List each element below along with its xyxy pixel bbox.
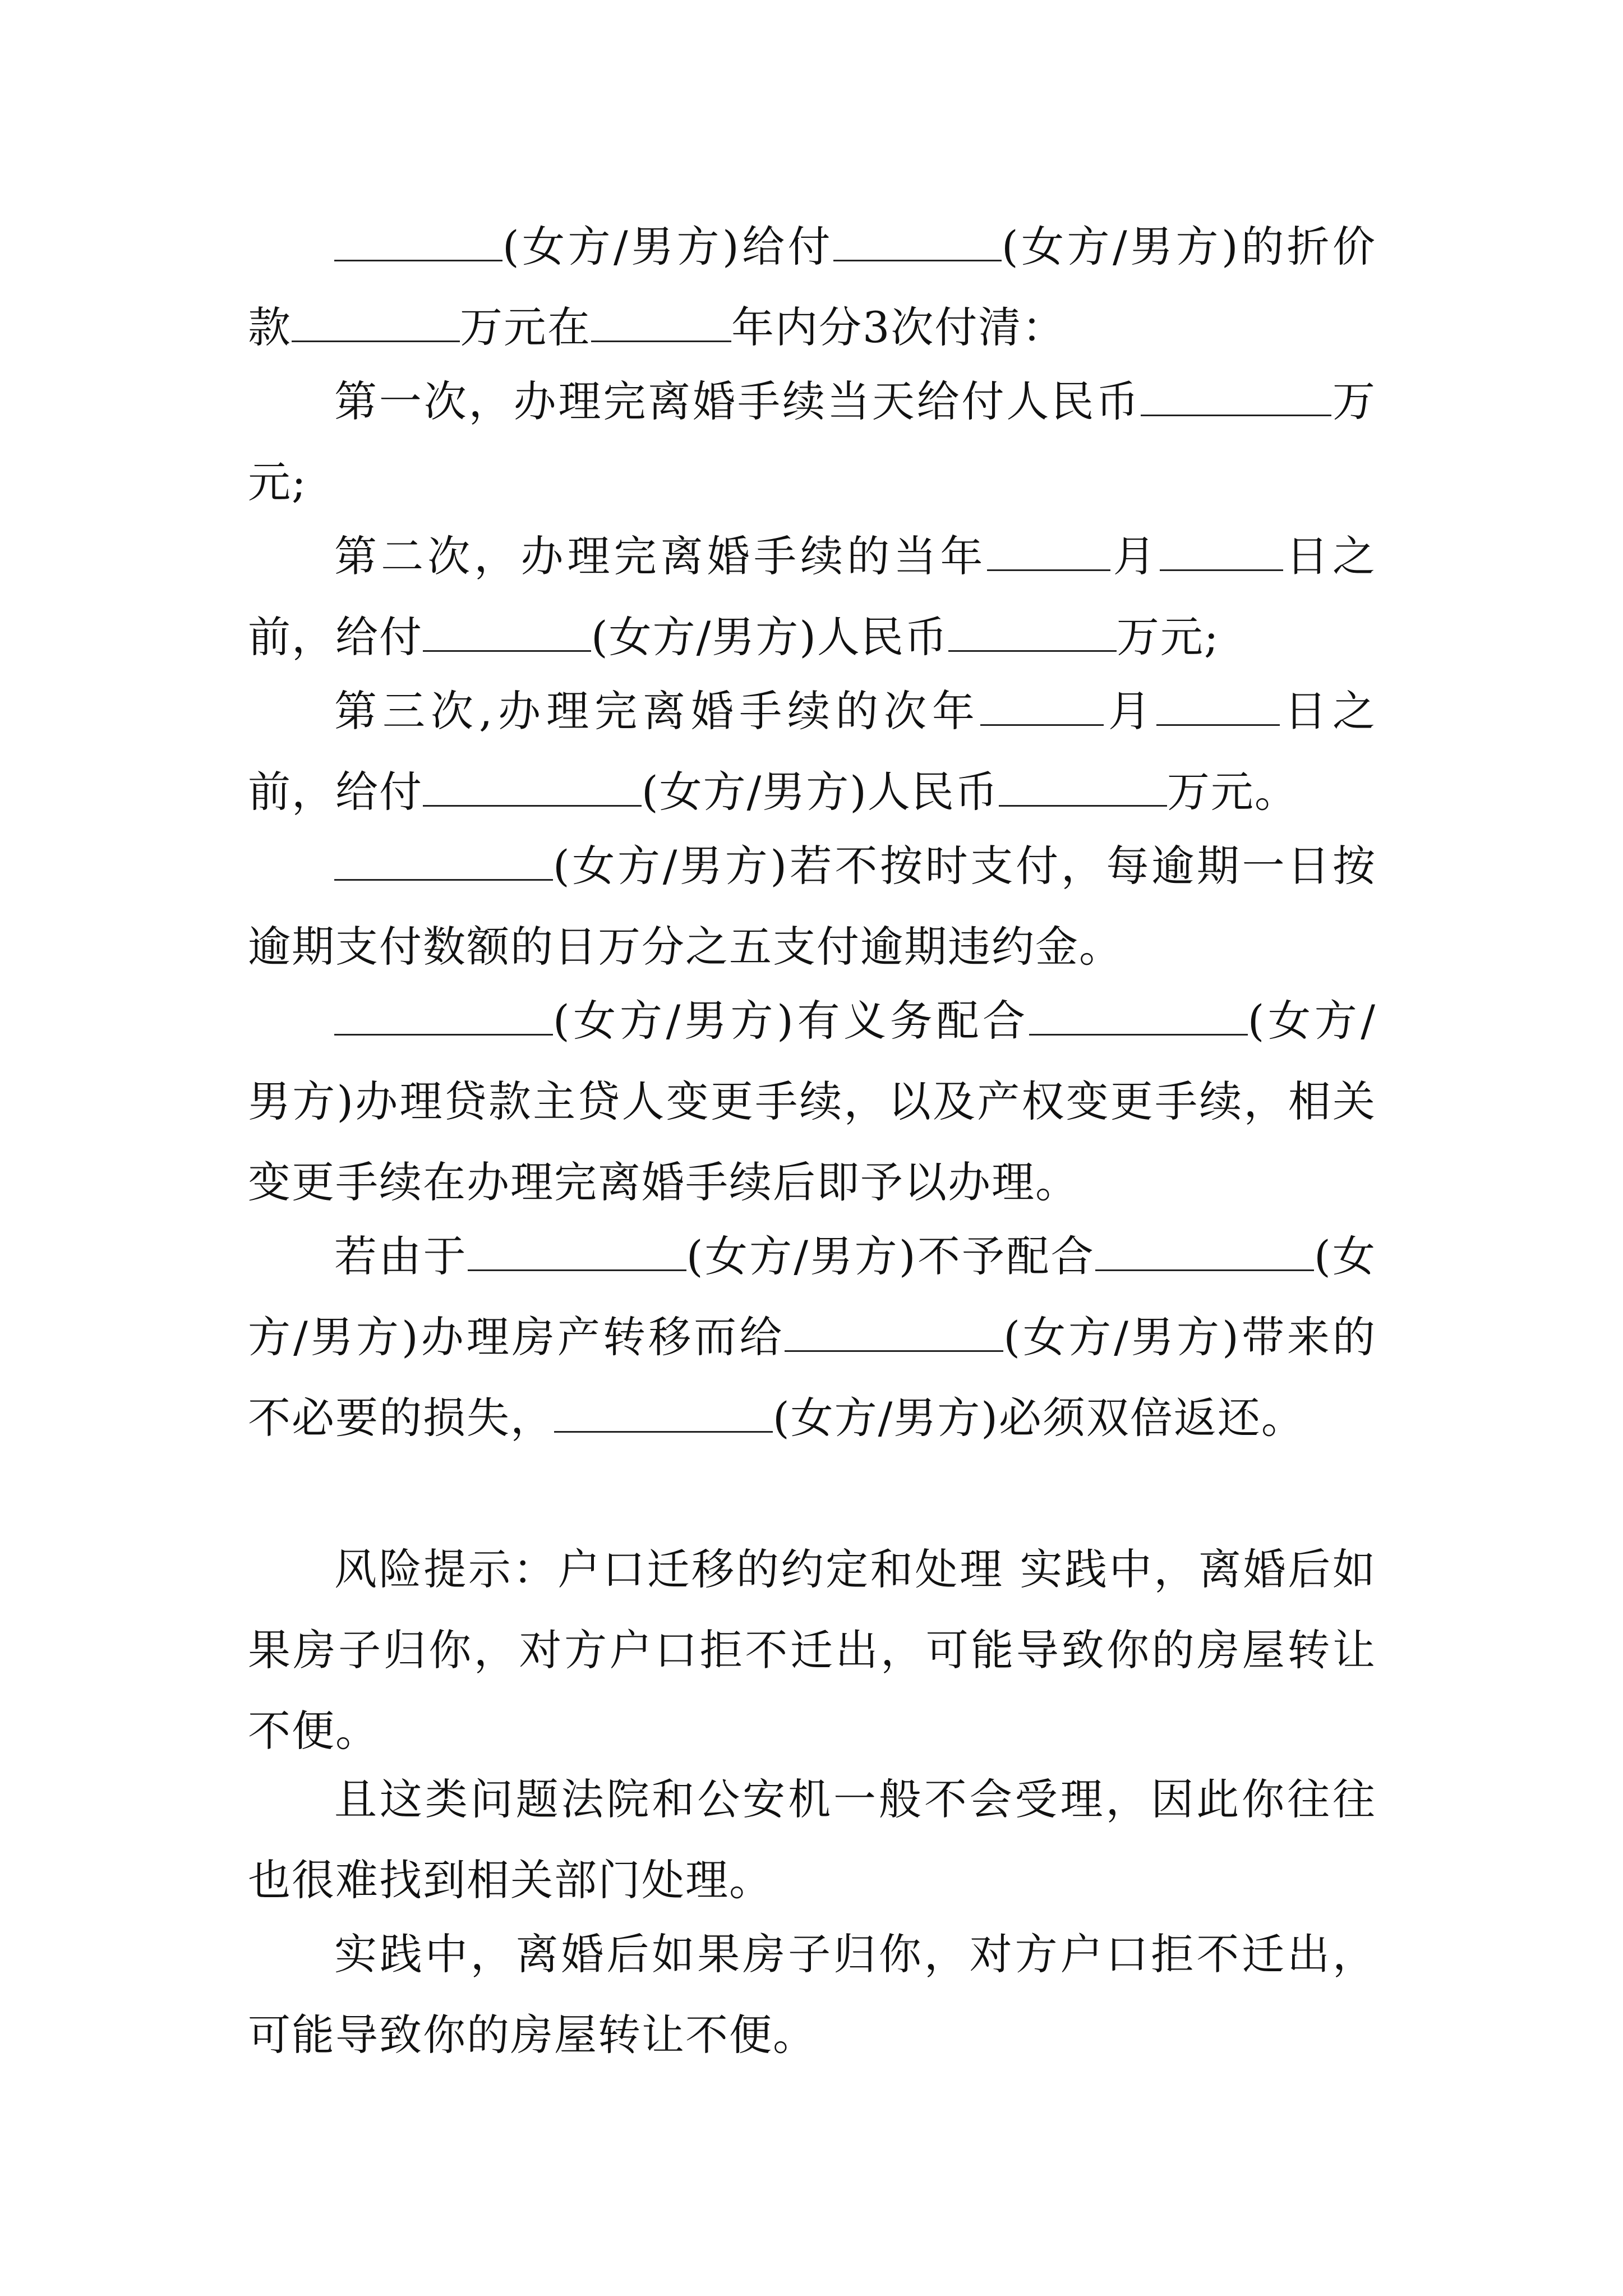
text-segment: 日之前，给付 [248, 686, 1376, 817]
blank-field [292, 301, 460, 342]
blank-field [468, 1230, 686, 1271]
text-segment: 日之前，给付 [248, 531, 1377, 662]
blank-field [999, 766, 1167, 807]
text-segment: 第二次，办理完离婚手续的当年 [334, 531, 987, 581]
paragraph-damages [248, 1216, 1376, 1458]
paragraph-third-payment [248, 671, 1376, 832]
text-segment: 万元在 [460, 302, 591, 352]
blank-field [1029, 995, 1248, 1036]
text-segment: (女方/男方)若不按时支付，每逾期一日按逾期支付数额的日万分之五支付逾期违约金。 [248, 841, 1376, 972]
text-segment: (女方/男方)带来的不必要的损失， [248, 1312, 1376, 1443]
text-segment: (女方/男方)办理贷款主贷人变更手续，以及产权变更手续，相关变更手续在办理完离婚手续后即予以办理。 [248, 996, 1377, 1207]
text-segment: 万元; [248, 376, 1377, 507]
blank-field [1160, 530, 1283, 571]
blank-field [334, 995, 553, 1036]
paragraph-first-payment [248, 361, 1376, 523]
paragraph-second-payment [248, 516, 1376, 678]
text-segment: 年内分3次付清： [731, 302, 1066, 352]
text-segment: (女方/男方)办理房产转移而给 [248, 1231, 1377, 1362]
text-segment: 若由于 [334, 1231, 468, 1281]
blank-field [1095, 1230, 1314, 1271]
blank-field [785, 1311, 1003, 1352]
text-segment: 万元。 [1166, 767, 1298, 817]
text-segment: (女方/男方)给付 [502, 222, 833, 272]
blank-field [1141, 375, 1331, 416]
paragraph-cooperation [248, 981, 1376, 1223]
blank-field [423, 766, 642, 807]
blank-field [423, 611, 591, 652]
text-segment: 月 [1110, 531, 1160, 581]
paragraph-practice-note: 实践中，离婚后如果房子归你，对方户口拒不迁出，可能导致你的房屋转让不便。 [248, 1929, 1376, 2060]
paragraph-late-penalty [248, 826, 1376, 987]
blank-field [980, 685, 1104, 726]
paragraph-risk-warning: 风险提示：户口迁移的约定和处理 实践中，离婚后如果房子归你，对方户口拒不迁出，可能导致你的房屋转让不便。 [248, 1544, 1376, 1756]
blank-field [1156, 685, 1280, 726]
text-segment: 月 [1104, 686, 1157, 736]
blank-field [833, 220, 1002, 261]
blank-field [334, 220, 502, 261]
text-segment: (女方/男方)人民币 [642, 767, 999, 817]
blank-field [591, 301, 731, 342]
paragraph-payment-terms [248, 206, 1376, 368]
text-segment: 第三次,办理完离婚手续的次年 [334, 686, 981, 736]
text-segment: 万元; [1116, 612, 1220, 662]
text-segment: (女方/男方)人民币 [591, 612, 948, 662]
text-segment: (女方/男方)必须双倍返还。 [773, 1393, 1305, 1443]
blank-field [948, 611, 1117, 652]
blank-field [334, 840, 553, 881]
text-segment: (女方/男方)有义务配合 [553, 996, 1029, 1046]
blank-field [554, 1392, 773, 1433]
text-segment: (女方/男方)的折价款 [248, 222, 1376, 352]
paragraph-court-note: 且这类问题法院和公安机一般不会受理，因此你往往也很难找到相关部门处理。 [248, 1774, 1376, 1905]
text-segment: 第一次，办理完离婚手续当天给付人民币 [334, 376, 1141, 426]
blank-field [987, 530, 1110, 571]
text-segment: (女方/男方)不予配合 [686, 1231, 1096, 1281]
